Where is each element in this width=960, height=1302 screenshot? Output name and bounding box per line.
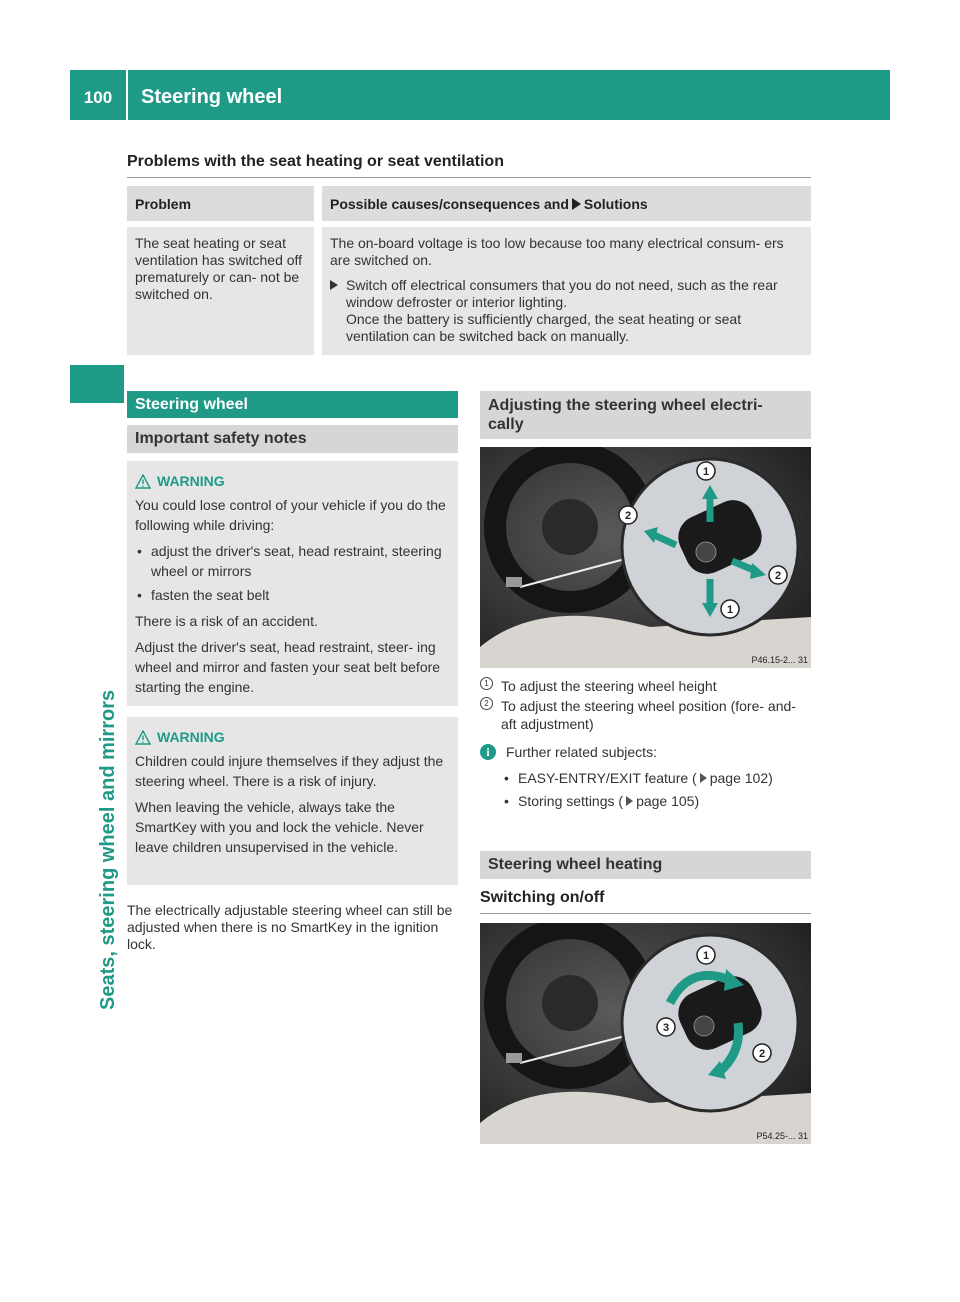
problems-section-title: Problems with the seat heating or seat ventilation [127, 153, 504, 170]
adjusting-heading: Adjusting the steering wheel electri- cally [480, 391, 811, 439]
col-header-solutions: Possible causes/consequences and Solutions [322, 186, 811, 227]
info-icon: i [480, 744, 496, 760]
related-subjects-list [502, 769, 811, 810]
heating-heading: Steering wheel heating [480, 851, 811, 879]
switching-subheading: Switching on/off [480, 889, 605, 906]
page-reference-arrow-icon [626, 796, 633, 806]
warning-bullets [135, 541, 450, 605]
warning-advice: Adjust the driver's seat, head restraint, steer- ing wheel and mirror and fasten your seat belt before starting the engine. [135, 639, 441, 695]
warning-title: WARNING [135, 471, 450, 491]
section-rule [127, 177, 811, 178]
section-rule [480, 913, 811, 914]
callout-2: 2 [758, 1048, 766, 1060]
callout-1-marker: 1 [480, 677, 493, 690]
warning-risk: There is a risk of an accident. [135, 613, 318, 629]
list-item: • adjust the driver's seat, head restraint, steering wheel or mirrors [135, 541, 450, 581]
cause-text: The on-board voltage is too low because too many electrical consum- ers are switched on. [330, 235, 784, 268]
callout-1-bottom: 1 [726, 604, 734, 616]
body-paragraph: The electrically adjustable steering wheel can still be adjusted when there is no SmartKey in the ignition lock. [127, 902, 453, 952]
steering-wheel-section-heading: Steering wheel [127, 391, 458, 418]
problems-table [127, 186, 811, 355]
steering-adjust-photo [480, 447, 811, 668]
warning-triangle-icon [135, 474, 151, 489]
action-arrow-icon [572, 198, 581, 210]
steering-column-illustration [480, 447, 811, 668]
callout-1-top: 1 [702, 466, 710, 478]
callout-2-left: 2 [624, 510, 632, 522]
chapter-tab-marker [70, 365, 124, 403]
table-row [127, 227, 811, 355]
page-number: 100 [83, 88, 113, 107]
page-reference-arrow-icon [700, 773, 707, 783]
legend-item: 2 To adjust the steering wheel position (fore- and-aft adjustment) [480, 697, 811, 733]
steering-heating-illustration [480, 923, 811, 1144]
chapter-tab-label: Seats, steering wheel and mirrors [97, 689, 119, 1010]
warning-intro: You could lose control of your vehicle if you do the following while driving: [135, 497, 446, 533]
table-header-row [127, 186, 811, 227]
warning-box-driving [127, 461, 458, 706]
col-header-problem: Problem [127, 186, 322, 227]
info-note: i Further related subjects: • EASY-ENTRY/EXIT feature ( page 102) • Storing settings ( page 105) [480, 743, 811, 815]
callout-1: 1 [702, 950, 710, 962]
page-title: Steering wheel [141, 86, 283, 108]
list-item: • EASY-ENTRY/EXIT feature ( page 102) [502, 769, 811, 787]
warning-title: WARNING [135, 727, 450, 747]
callout-3: 3 [662, 1022, 670, 1034]
figure-code: P46.15-2... 31 [751, 655, 808, 665]
steering-heating-photo [480, 923, 811, 1144]
callout-2-marker: 2 [480, 697, 493, 710]
list-item: • fasten the seat belt [135, 585, 450, 605]
solution-step: Switch off electrical consumers that you do not need, such as the rear window defroster or interior lighting. Once the battery is sufficiently charged, the seat heating or seat ventilation can be switched back on manually. [330, 277, 803, 345]
solution-cell [322, 227, 811, 355]
problem-cell: The seat heating or seat ventilation has switched off prematurely or can- not be switched on. [127, 227, 322, 355]
legend-item: 1 To adjust the steering wheel height [480, 677, 811, 695]
warning-box-children [127, 717, 458, 885]
warning-advice: When leaving the vehicle, always take the SmartKey with you and lock the vehicle. Never leave children unsupervised in the vehicle. [135, 799, 424, 855]
warning-triangle-icon [135, 730, 151, 745]
warning-text: Children could injure themselves if they adjust the steering wheel. There is a risk of injury. [135, 753, 444, 789]
figure-code: P54.25-... 31 [756, 1131, 808, 1141]
safety-notes-heading: Important safety notes [127, 425, 458, 453]
list-item: • Storing settings ( page 105) [502, 792, 811, 810]
action-arrow-icon [330, 280, 338, 290]
figure-legend [480, 677, 811, 733]
callout-2-right: 2 [774, 570, 782, 582]
header-divider [126, 70, 128, 120]
chapter-tab [70, 420, 124, 1020]
